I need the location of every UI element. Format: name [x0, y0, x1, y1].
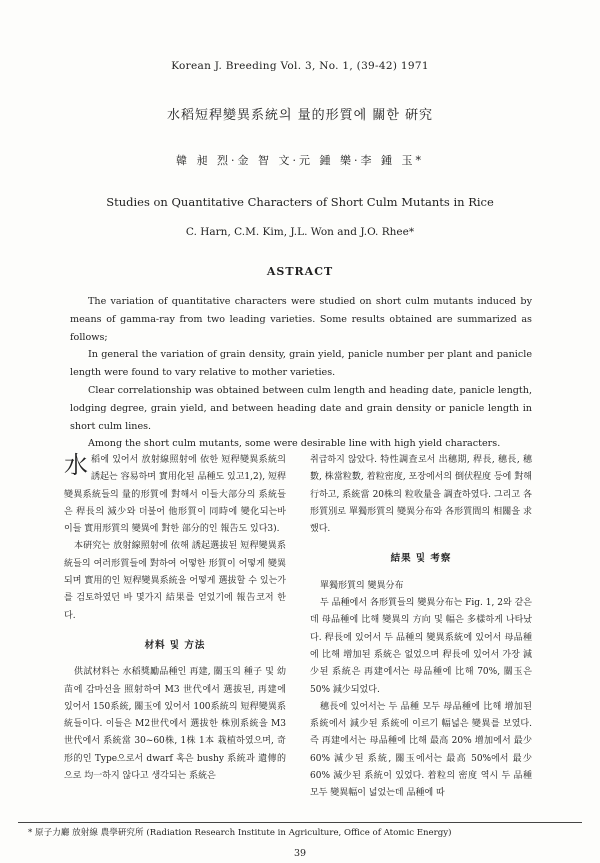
page-number: 39	[293, 848, 307, 859]
body-paragraph: 供試材料는 水稻獎勵品種인 再建, 關玉의 種子 및 幼苗에 감마선을 照射하여 M3 世代에서 選拔된, 再建에 있어서 150系統, 關玉에 있어서 100系統의 短稈變異系統들이다. 이들은 M2世代에서 選拔한 株別系統을 M3世代에서 系統當 30~60株, 1株 1本 栽植하였으며, 奇形的인 Type으로서 dwarf 혹은 bushy 系統과 遺傳的으로 均一하지 않다고 생각되는 系統은	[64, 667, 286, 782]
journal-citation: Korean J. Breeding Vol. 3, No. 1, (39-42) 1971	[171, 60, 429, 72]
body-paragraph: 취급하지 않았다. 特性調査로서 出穗期, 稈長, 穗長, 穗數, 株當粒數, 着粒密度, 포장에서의 倒伏程度 등에 對해 行하고, 系統當 20株의 粒收量을 調査하였다. 그리고 各形質別로 單獨形質의 變異分布와 各形質間의 相關을 求했다.	[310, 455, 532, 535]
korean-authors: 韓 昶 烈·金 智 文·元 鍾 樂·李 鍾 玉*	[176, 154, 424, 167]
body-paragraph: 두 品種에서 各形質들의 變異分布는 Fig. 1, 2와 같은데 母品種에 比해 變異의 方向 및 幅은 多樣하게 나타났다. 稈長에 있어서 두 品種의 變異系統에 있어서 母品種에 比해 增加된 系統은 없었으며 稈長에 있어서 가장 減少된 系統은 再建에서는 母品種에 比해 70%, 關玉은 50% 減少되었다.	[310, 598, 532, 695]
english-title: Studies on Quantitative Characters of Short Culm Mutants in Rice	[106, 195, 494, 209]
abstract-heading: ASTRACT	[266, 265, 334, 278]
drop-cap: 水	[64, 451, 88, 479]
section-heading-results: 結果 및 考察	[390, 553, 452, 565]
body-paragraph: 本硏究는 放射線照射에 依해 誘起選拔된 短稈變異系統들의 여러形質들에 對하여 어떻한 形質이 어떻게 變異되며 實用的인 短稈變異系統을 어떻게 選拔할 수 있는가를 검토하였던 바 몇가지 結果를 얻었기에 報告코저 한다.	[64, 541, 286, 621]
abstract-paragraph: The variation of quantitative characters were studied on short culm mutants induced by means of gamma-ray from two leading varieties. Some results obtained are summarized as follows;	[70, 296, 532, 343]
right-column	[310, 452, 532, 803]
abstract-paragraph: Clear correlationship was obtained between culm length and heading date, panicle length, lodging degree, grain yield, and between heading date and grain density or panicle length in short culm lines.	[70, 384, 532, 432]
abstract-body	[70, 293, 532, 453]
intro-paragraph	[64, 452, 286, 538]
footnote: * 原子力廳 放射線 農學硏究所 (Radiation Research Institute in Agriculture, Office of Atomic Energy)	[28, 828, 452, 838]
left-column	[64, 452, 286, 785]
subsection-heading: 單獨形質의 變異分布	[320, 580, 404, 591]
english-authors: C. Harn, C.M. Kim, J.L. Won and J.O. Rhee*	[185, 226, 415, 238]
abstract-paragraph: Among the short culm mutants, some were desirable line with high yield characters.	[88, 438, 501, 450]
korean-title: 水稻短稈變異系統의 量的形質에 關한 硏究	[166, 108, 434, 123]
intro-text: 稻에 있어서 放射線照射에 依한 短稈變異系統의 誘起는 容易하며 實用化된 品種도 있고1,2), 短稈變異系統들의 量的形質에 對해서 이들大部分의 系統들은 稈長의 減少와 더불어 他形質이 同時에 變化되는바 이들 實用形質의 變異에 對한 部分的인 報告도 있다3).	[64, 455, 286, 535]
body-paragraph: 穗長에 있어서는 두 品種 모두 母品種에 比해 增加된 系統에서 減少된 系統에 이르기 幅넓은 變異를 보였다. 즉 再建에서는 母品種에 比해 最高 20% 增加에서 最少 60% 減少된 系統, 關玉에서는 最高 50%에서 最少 60% 減少된 系統이 있었다. 着粒의 密度 역시 두 品種 모두 變異幅이 넓었는데 品種에 따	[310, 701, 532, 799]
section-heading-methods: 材料 및 方法	[144, 639, 206, 651]
footnote-divider	[18, 822, 582, 823]
abstract-paragraph: In general the variation of grain density, grain yield, panicle number per plant and panicle length were found to vary relative to mother varieties.	[70, 349, 532, 379]
